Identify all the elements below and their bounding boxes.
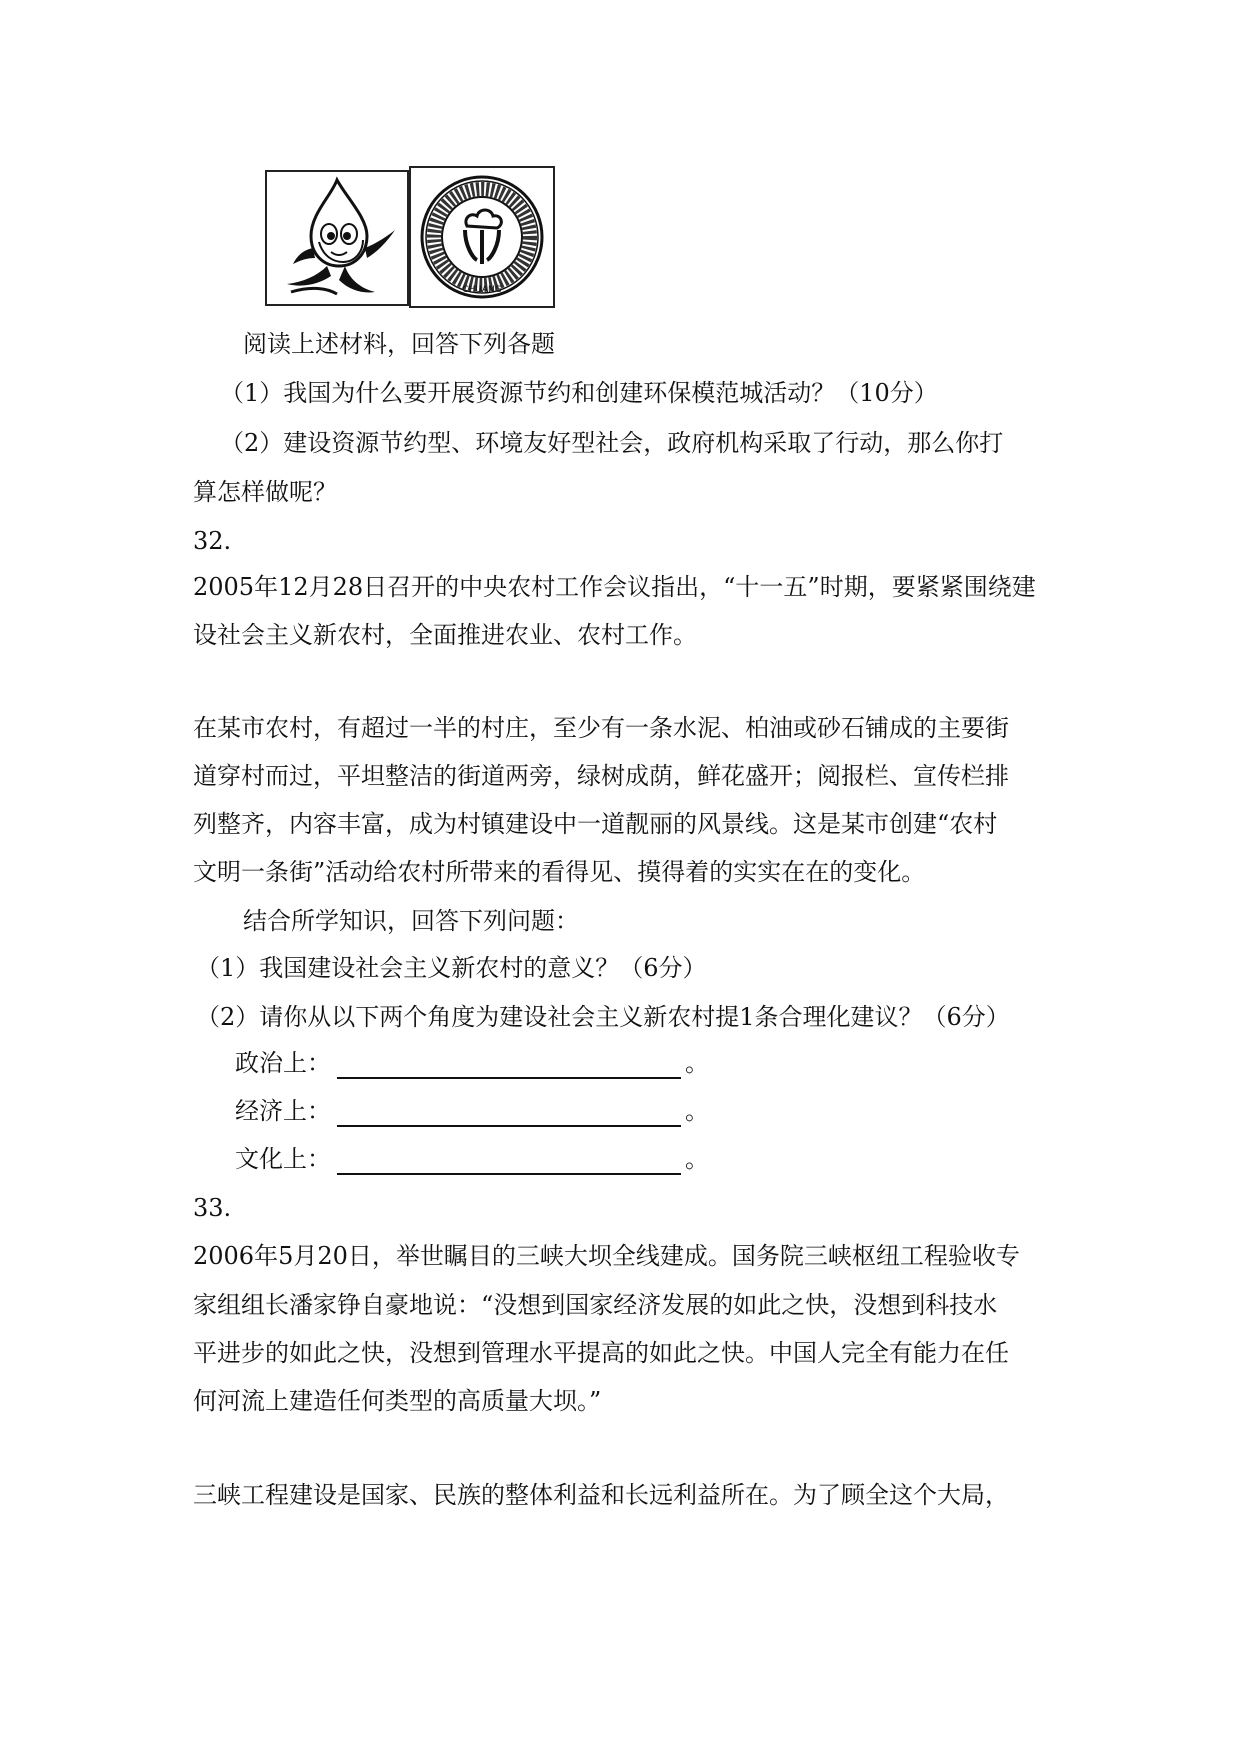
seal-text: CHUANG — [462, 285, 502, 295]
q32-para2-line2: 道穿村而过，平坦整洁的街道两旁，绿树成荫，鲜花盛开；阅报栏、宣传栏排 — [193, 762, 1009, 790]
q31-instruction: 阅读上述材料，回答下列各题 — [243, 330, 555, 358]
q32-para2-line3: 列整齐，内容丰富，成为村镇建设中一道靓丽的风景线。这是某市创建“农村 — [193, 810, 998, 838]
answer-blank[interactable] — [337, 1055, 681, 1079]
q32-para2-line1: 在某市农村，有超过一半的村庄，至少有一条水泥、柏油或砂石铺成的主要街 — [193, 714, 1009, 742]
blank-end: 。 — [685, 1097, 709, 1125]
q33-para1-line2: 家组组长潘家铮自豪地说：“没想到国家经济发展的如此之快，没想到科技水 — [193, 1291, 998, 1319]
blank-label: 文化上： — [235, 1145, 331, 1173]
q33-para2-line1: 三峡工程建设是国家、民族的整体利益和长远利益所在。为了顾全这个大局， — [193, 1481, 1009, 1509]
q32-para2-line4: 文明一条街”活动给农村所带来的看得见、摸得着的实实在在的变化。 — [193, 858, 926, 886]
blank-label: 政治上： — [235, 1049, 331, 1077]
q31-sub2-line1: （2）建设资源节约型、环境友好型社会，政府机构采取了行动，那么你打 — [220, 429, 1004, 457]
blank-row-politics — [235, 1047, 709, 1079]
water-drop-mascot-icon — [267, 172, 407, 304]
blank-row-economy — [235, 1095, 709, 1127]
q31-sub2-line2: 算怎样做呢？ — [193, 478, 337, 506]
q33-para1-line3: 平进步的如此之快，没想到管理水平提高的如此之快。中国人完全有能力在任 — [193, 1339, 1009, 1367]
blank-row-culture — [235, 1143, 709, 1175]
answer-blank[interactable] — [337, 1103, 681, 1127]
q31-sub1: （1）我国为什么要开展资源节约和创建环保模范城活动？（10分） — [220, 379, 938, 407]
blank-end: 。 — [685, 1049, 709, 1077]
blank-end: 。 — [685, 1145, 709, 1173]
q32-para1-line1: 2005年12月28日召开的中央农村工作会议指出，“十一五”时期，要紧紧围绕建 — [193, 573, 1036, 601]
q33-number: 33. — [193, 1194, 232, 1222]
q32-sub2: （2）请你从以下两个角度为建设社会主义新农村提1条合理化建议？（6分） — [196, 1003, 1010, 1031]
environmental-model-city-seal-icon — [411, 168, 553, 306]
answer-blank[interactable] — [337, 1151, 681, 1175]
blank-label: 经济上： — [235, 1097, 331, 1125]
model-city-seal-frame — [409, 166, 555, 308]
q32-instruction: 结合所学知识，回答下列问题： — [243, 907, 579, 935]
q33-para1-line1: 2006年5月20日，举世瞩目的三峡大坝全线建成。国务院三峡枢纽工程验收专 — [193, 1242, 1020, 1270]
q32-para1-line2: 设社会主义新农村，全面推进农业、农村工作。 — [193, 621, 697, 649]
q32-sub1: （1）我国建设社会主义新农村的意义？（6分） — [196, 954, 707, 982]
q33-para1-line4: 何河流上建造任何类型的高质量大坝。” — [193, 1387, 602, 1415]
water-drop-logo-frame — [265, 170, 409, 306]
q32-number: 32. — [193, 527, 232, 555]
